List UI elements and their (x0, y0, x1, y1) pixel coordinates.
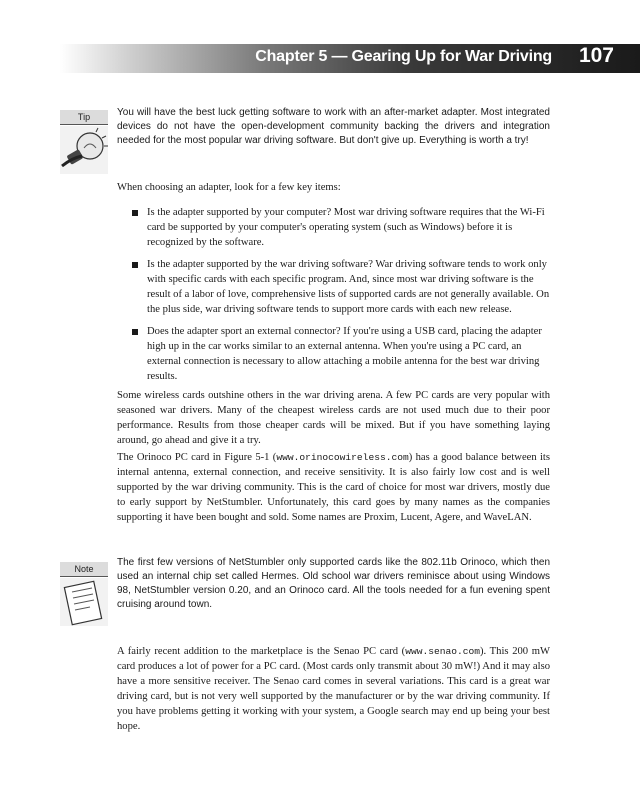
note-label: Note (60, 562, 108, 577)
note-text: The first few versions of NetStumbler only supported cards like the 802.11b Orinoco, which then used an internal chip set called Hermes. Old school war drivers reminisce about using Windows 98, NetStumbler version 0.20, and an Orinoco card. All the tools needed for a fun evening spent cruising around town. (117, 557, 550, 610)
list-item: Is the adapter supported by your computer? Most war driving software requires that the Wi-Fi card be supported by your computer's operating system (such as Windows) before it is recognized by the software. (130, 205, 550, 250)
bullet-list (130, 205, 550, 391)
url-link[interactable]: www.senao.com (405, 646, 481, 657)
list-item: Does the adapter sport an external connector? If you're using a USB card, placing the adapter high up in the car works similar to an external antenna. When you're using a PC card, an external connection is necessary to allow attaching a mobile antenna for the best war driving results. (130, 324, 550, 384)
paragraph: Some wireless cards outshine others in the war driving arena. A few PC cards are very popular with seasoned war drivers. Many of the cheapest wireless cards are not used much due to their poor performance. Results from those cheaper cards will be mixed. But if you have something laying around, go ahead and give it a try. (117, 390, 550, 446)
tip-text: You will have the best luck getting software to work with an after-market adapter. Most integrated devices do not have the open-development community backing the drivers and integration needed for the most popular war driving software. But don't give up. Everything is worth a try! (117, 107, 550, 146)
lightbulb-icon (60, 126, 108, 174)
bullet-icon (132, 210, 138, 216)
note-card-icon (60, 578, 108, 626)
bullet-icon (132, 329, 138, 335)
list-item: Is the adapter supported by the war driving software? War driving software tends to work only with specific cards with each specific program. And, since most war driving software is the result of a labor of love, comprehensive lists of supported cards are not generally available. On the plus side, war driving software tends to support more cards with each new release. (130, 257, 550, 317)
tip-label: Tip (60, 110, 108, 125)
intro-text: When choosing an adapter, look for a few key items: (117, 182, 341, 193)
paragraph: The Orinoco PC card in Figure 5-1 (www.orinocowireless.com) has a good balance between its internal antenna, external connection, and receive sensitivity. It is also fairly low cost and is well supported by the war driving community. This is the card of choice for most war drivers, mostly due to early support by NetStumbler. Unfortunately, this card goes by many names as the companies supporting it have been bought and sold. Some names are Proxim, Lucent, Agere, and WaveLAN. (117, 452, 550, 523)
page-number: 107 (578, 44, 614, 67)
url-link[interactable]: www.orinocowireless.com (276, 452, 409, 463)
bullet-icon (132, 262, 138, 268)
paragraph: A fairly recent addition to the marketplace is the Senao PC card (www.senao.com). This 200 mW card produces a lot of power for a PC card. (Most cards only transmit about 30 mW!) And it may also have a more sensitive receiver. The Senao card comes in several variations. This card is a great war driving card, but is not very well supported by the manufacturer or by the war driving community. If you have problems getting it working with your system, a Google search may end up being your best hope. (117, 646, 550, 732)
chapter-title: Chapter 5 — Gearing Up for War Driving (255, 48, 552, 65)
